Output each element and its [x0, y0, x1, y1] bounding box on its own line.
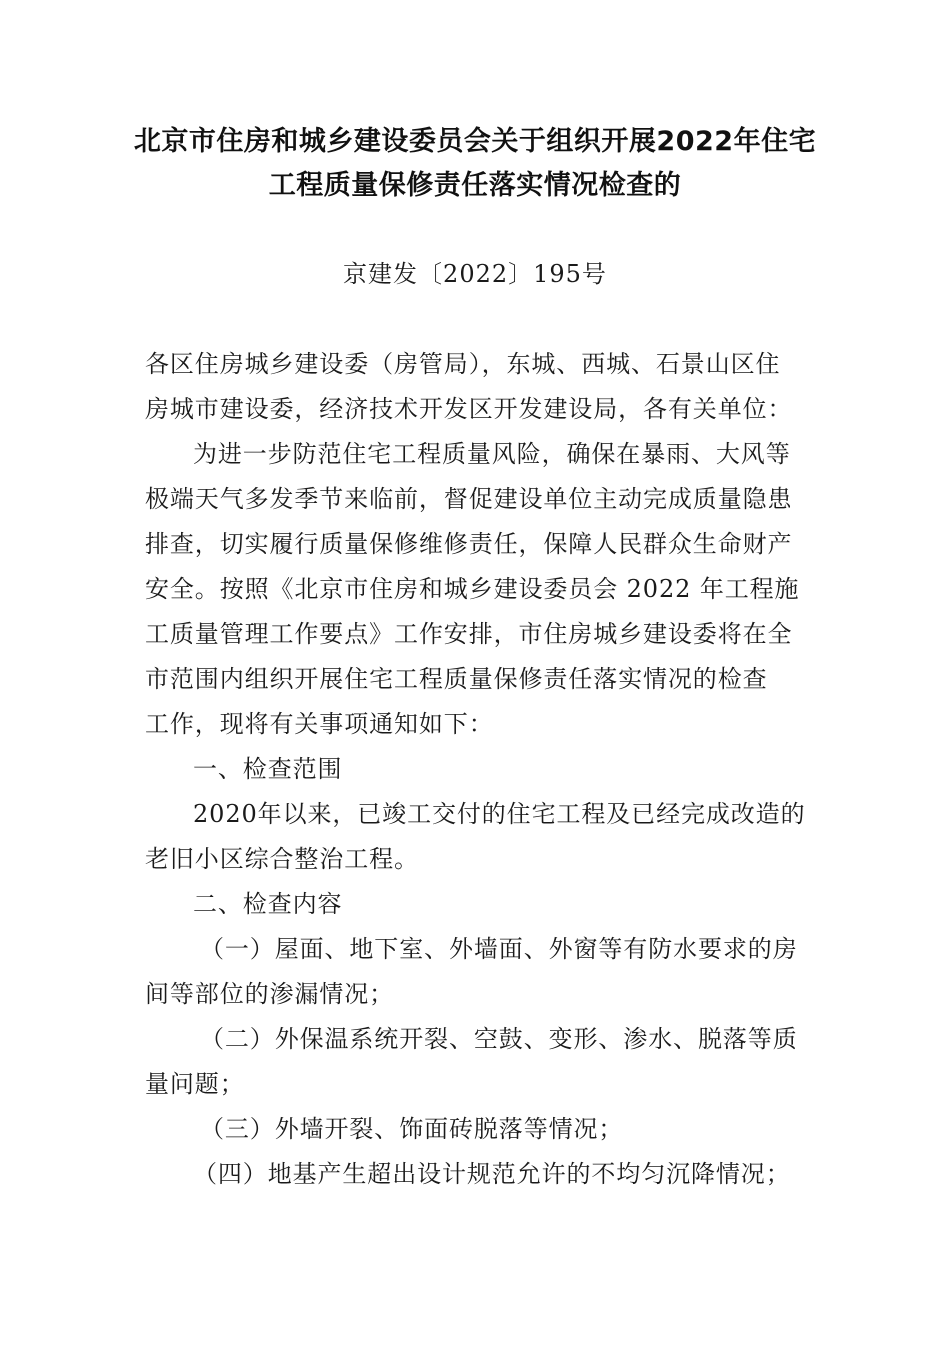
section-heading-content: 二、检查内容 — [193, 890, 343, 918]
scope-paragraph-line-1: 2020年以来，已竣工交付的住宅工程及已经完成改造的 — [193, 800, 806, 828]
intro-paragraph-line-3: 排查，切实履行质量保修维修责任，保障人民群众生命财产 — [145, 530, 793, 558]
content-item-1-line-1: （一）屋面、地下室、外墙面、外窗等有防水要求的房 — [200, 935, 798, 963]
intro-paragraph-line-6: 市范围内组织开展住宅工程质量保修责任落实情况的检查 — [145, 665, 768, 693]
content-item-4: （四）地基产生超出设计规范允许的不均匀沉降情况； — [193, 1160, 791, 1188]
intro-paragraph-line-4: 安全。按照《北京市住房和城乡建设委员会 2022 年工程施 — [145, 575, 800, 603]
content-item-2-line-2: 量问题； — [145, 1070, 245, 1098]
content-item-3: （三）外墙开裂、饰面砖脱落等情况； — [200, 1115, 624, 1143]
section-heading-scope: 一、检查范围 — [193, 755, 343, 783]
content-item-2-line-1: （二）外保温系统开裂、空鼓、变形、渗水、脱落等质 — [200, 1025, 798, 1053]
scope-paragraph-line-2: 老旧小区综合整治工程。 — [145, 845, 419, 873]
intro-paragraph-line-5: 工质量管理工作要点》工作安排，市住房城乡建设委将在全 — [145, 620, 793, 648]
addressee-line-2: 房城市建设委，经济技术开发区开发建设局，各有关单位： — [145, 395, 793, 423]
intro-paragraph-line-7: 工作，现将有关事项通知如下： — [145, 710, 494, 738]
addressee-line-1: 各区住房城乡建设委（房管局），东城、西城、石景山区住 — [145, 350, 781, 378]
intro-paragraph-line-1: 为进一步防范住宅工程质量风险，确保在暴雨、大风等 — [193, 440, 791, 468]
document-title-line-2: 工程质量保修责任落实情况检查的 — [268, 170, 682, 201]
document-number: 京建发〔2022〕195号 — [343, 260, 607, 288]
intro-paragraph-line-2: 极端天气多发季节来临前，督促建设单位主动完成质量隐患 — [145, 485, 793, 513]
document-title-line-1: 北京市住房和城乡建设委员会关于组织开展2022年住宅 — [133, 126, 817, 157]
content-item-1-line-2: 间等部位的渗漏情况； — [145, 980, 394, 1008]
